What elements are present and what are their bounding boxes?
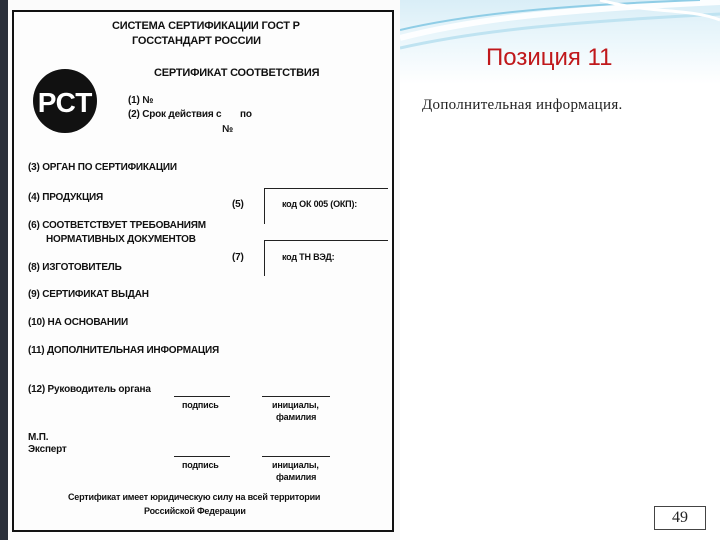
field-6-line2: НОРМАТИВНЫХ ДОКУМЕНТОВ [46,234,196,245]
field-8-manufacturer: (8) ИЗГОТОВИТЕЛЬ [28,262,122,273]
field-5-label: (5) [232,199,244,210]
cert-footer-line1: Сертификат имеет юридическую силу на всей территории [68,492,321,502]
field-7-label: (7) [232,252,244,263]
field-2-to: по [240,109,252,120]
cert-footer-line2: Российской Федерации [144,506,246,516]
field-3-certification-body: (3) ОРГАН ПО СЕРТИФИКАЦИИ [28,162,177,173]
expert-initials-label-1: инициалы, [272,460,319,470]
field-1-number: (1) № [128,95,154,106]
field-2-validity: (2) Срок действия с [128,109,222,120]
cert-header-line1: СИСТЕМА СЕРТИФИКАЦИИ ГОСТ Р [112,20,300,32]
okp-box-left [264,188,265,224]
field-9-issued-to: (9) СЕРТИФИКАТ ВЫДАН [28,289,149,300]
field-2-no: № [222,124,233,135]
tnved-code-label: код ТН ВЭД: [282,252,335,262]
field-11-additional-info: (11) ДОПОЛНИТЕЛЬНАЯ ИНФОРМАЦИЯ [28,345,219,356]
slide-panel [400,0,720,540]
expert-initials-line [262,456,330,457]
expert-label: Эксперт [28,444,67,455]
cert-header-line2: ГОССТАНДАРТ РОССИИ [132,35,261,47]
cert-title: СЕРТИФИКАТ СООТВЕТСТВИЯ [154,67,320,79]
head-initials-label-2: фамилия [276,412,317,422]
left-edge-strip [0,0,8,540]
slide-body-text: Дополнительная информация. [422,97,623,113]
head-signature-line [174,396,230,397]
expert-signature-label: подпись [182,460,219,470]
expert-initials-label-2: фамилия [276,472,317,482]
field-6-line1: (6) СООТВЕТСТВУЕТ ТРЕБОВАНИЯМ [28,220,206,231]
certificate-scan [8,0,401,540]
okp-box-top [264,188,388,189]
rst-logo-icon [32,68,98,134]
slide-title: Позиция 11 [486,44,613,71]
page-number: 49 [654,506,706,530]
logo-lettering: РСТ [37,87,93,118]
head-initials-label-1: инициалы, [272,400,319,410]
tnved-box-top [264,240,388,241]
stamp-label: М.П. [28,432,49,443]
field-4-product: (4) ПРОДУКЦИЯ [28,192,104,203]
slide-banner [400,0,720,84]
head-signature-label: подпись [182,400,219,410]
tnved-box-left [264,240,265,276]
field-12-head: (12) Руководитель органа [28,384,151,395]
expert-signature-line [174,456,230,457]
certificate-frame [12,10,394,532]
okp-code-label: код ОК 005 (ОКП): [282,199,358,209]
head-initials-line [262,396,330,397]
field-10-basis: (10) НА ОСНОВАНИИ [28,317,128,328]
